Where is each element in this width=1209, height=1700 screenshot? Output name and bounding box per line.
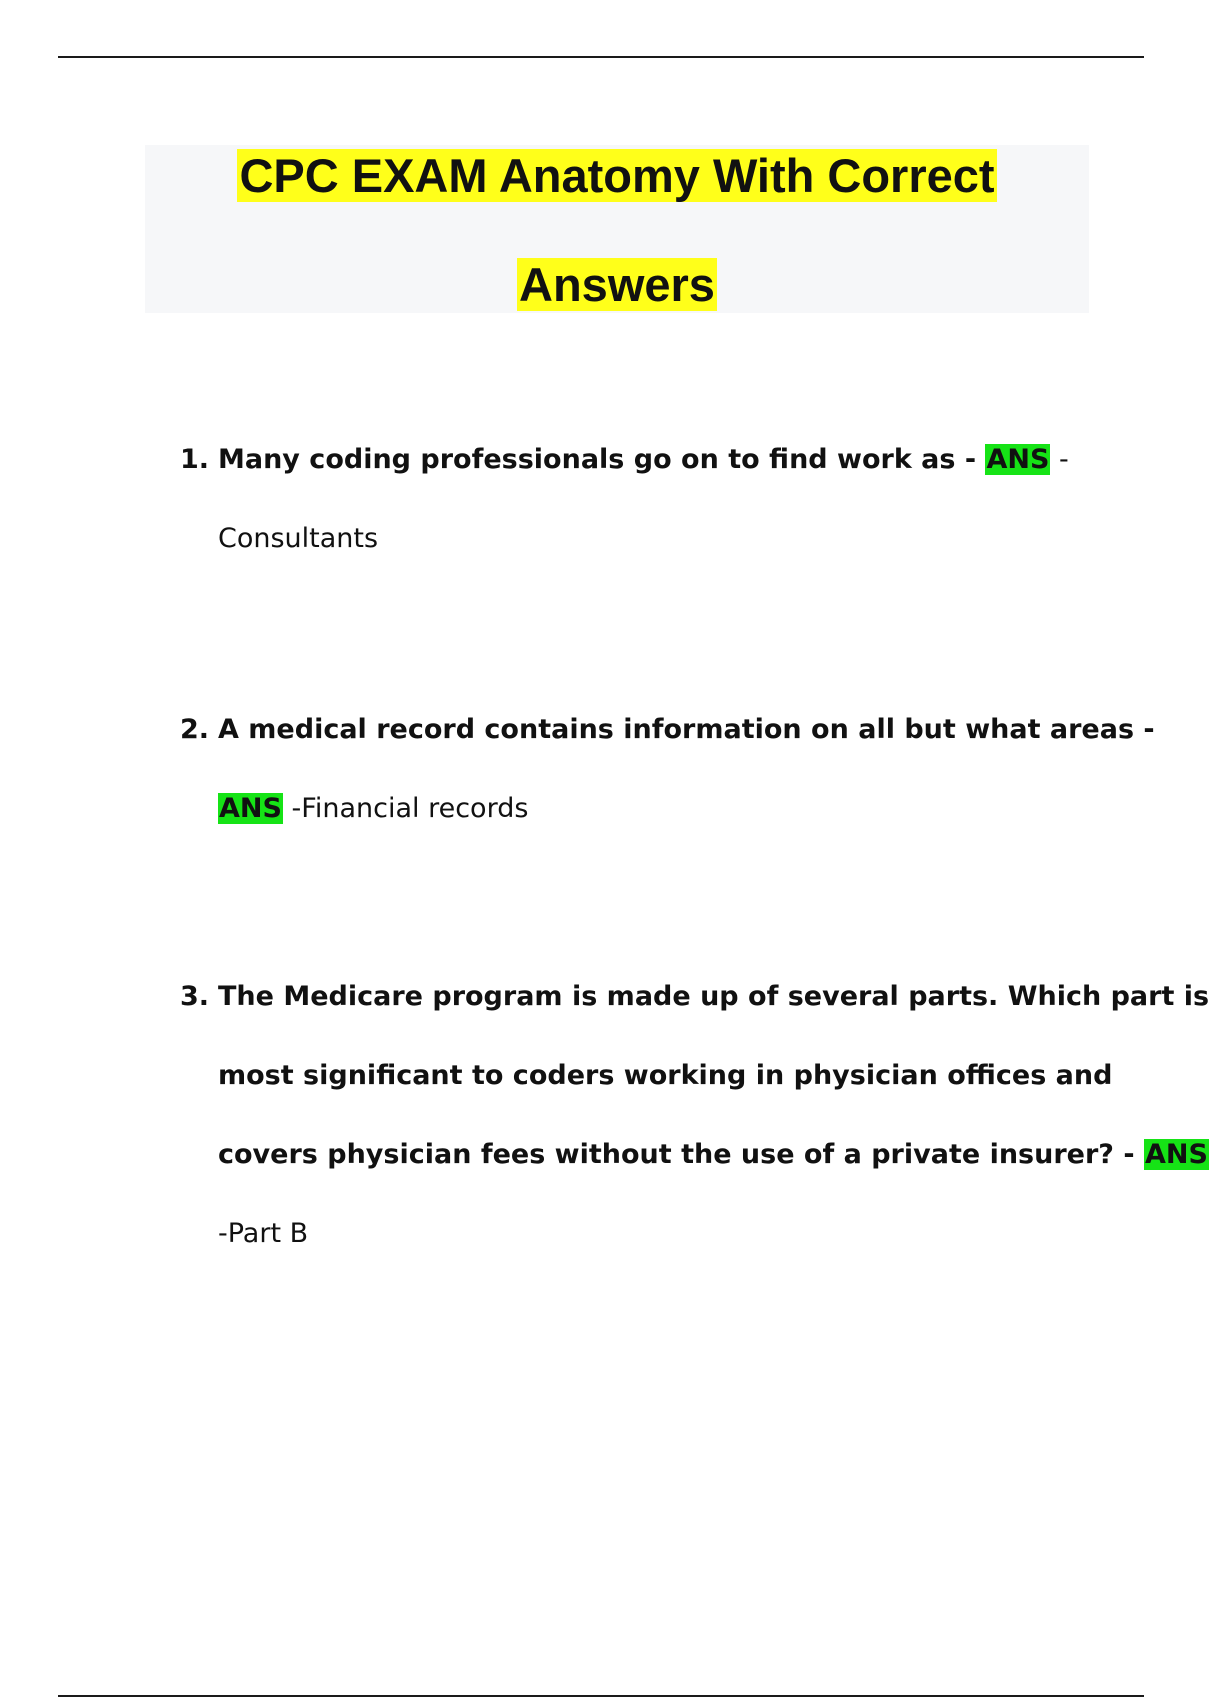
- question-line: [218, 957, 1209, 1036]
- question-item-3: [180, 957, 1209, 1273]
- ans-label: ANS: [1144, 1139, 1208, 1170]
- question-item-2: [180, 690, 1155, 848]
- answer-line: [218, 499, 1100, 578]
- title-block: [145, 145, 1089, 313]
- question-text: most significant to coders working in physician offices and: [218, 1060, 1113, 1091]
- answer-line: [218, 769, 1100, 848]
- answer-text: Consultants: [218, 523, 379, 554]
- question-text: covers physician fees without the use of a private insurer? -: [218, 1139, 1144, 1170]
- document-title-line-1: CPC EXAM Anatomy With Correct: [239, 149, 995, 202]
- document-title-line-2: Answers: [519, 258, 715, 311]
- bottom-rule: [58, 1695, 1144, 1697]
- answer-line: [218, 1194, 1100, 1273]
- ans-separator: -: [1050, 444, 1069, 475]
- top-rule: [58, 56, 1144, 58]
- answer-text: -Financial records: [282, 793, 529, 824]
- question-number: 2.: [180, 714, 210, 745]
- ans-label: ANS: [986, 444, 1050, 475]
- answer-text: -Part B: [218, 1218, 309, 1249]
- question-text: Many coding professionals go on to find work as -: [218, 444, 986, 475]
- question-number: 1.: [180, 444, 210, 475]
- question-number: 3.: [180, 981, 210, 1012]
- ans-label: ANS: [219, 793, 282, 824]
- question-line: [218, 420, 1100, 499]
- question-line: [218, 1115, 1208, 1194]
- question-text: The Medicare program is made up of several parts. Which part is: [218, 981, 1209, 1012]
- question-item-1: [180, 420, 1100, 578]
- question-text: A medical record contains information on all but what areas -: [218, 714, 1155, 745]
- question-line: [218, 690, 1155, 769]
- question-line: [218, 1036, 1113, 1115]
